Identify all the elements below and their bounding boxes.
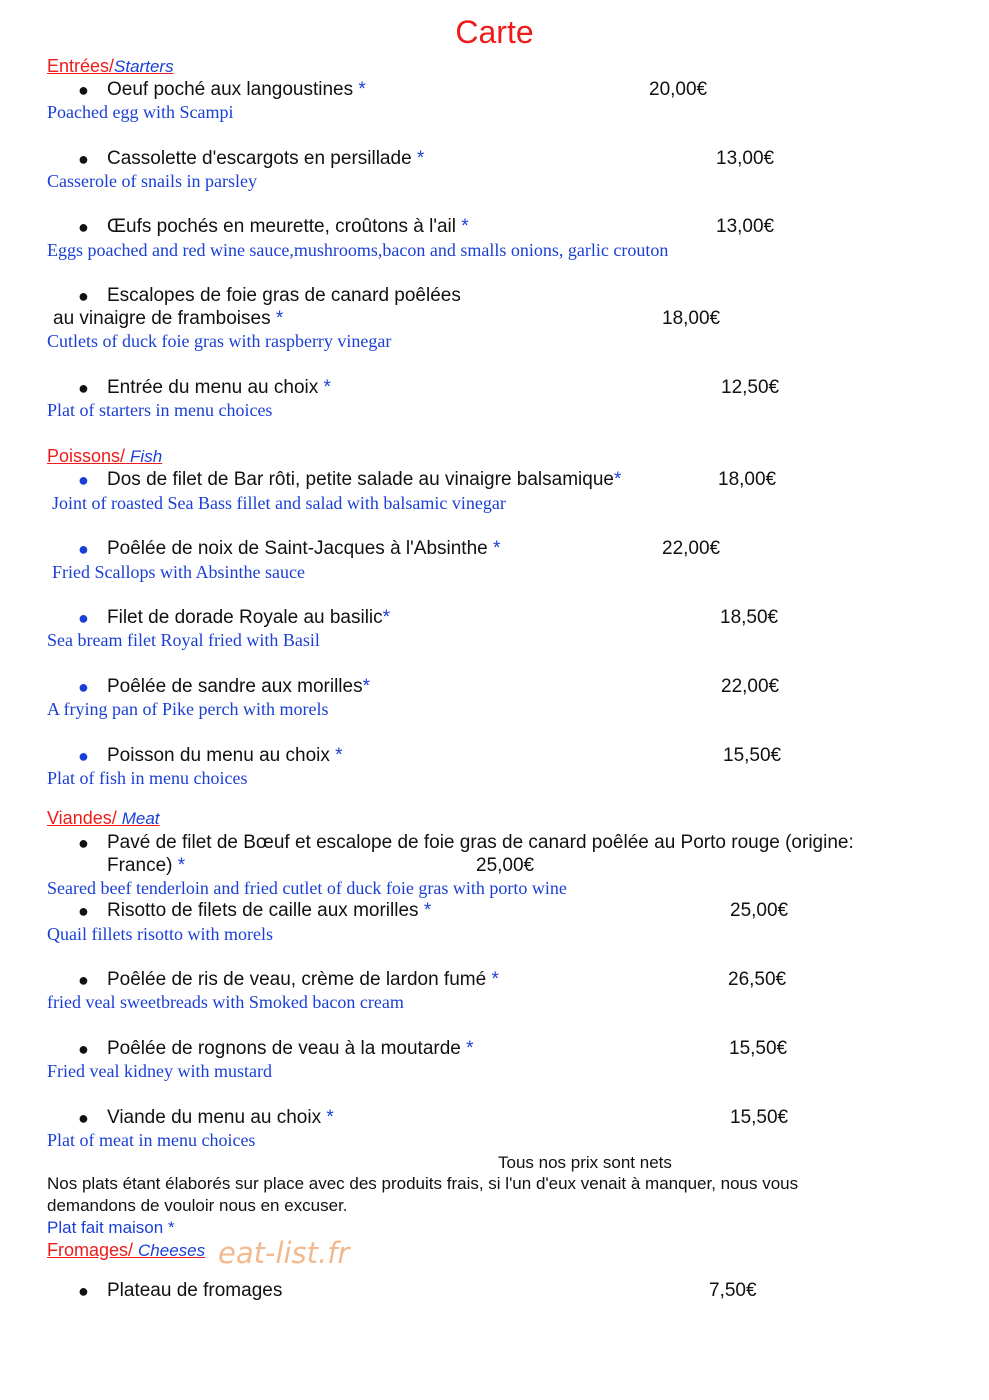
dish-en: Plat of fish in menu choices (47, 768, 248, 788)
watermark-logo: eat-list.fr (218, 1236, 350, 1270)
dish-en: fried veal sweetbreads with Smoked bacon cream (47, 992, 404, 1012)
dish-fr: Dos de filet de Bar rôti, petite salade au vinaigre balsamique* (107, 469, 622, 490)
dish-price: 18,00€ (718, 469, 777, 490)
page-title: Carte (455, 14, 534, 50)
dish-fr: Oeuf poché aux langoustines * (107, 79, 366, 100)
dish-fr: Poêlée de noix de Saint-Jacques à l'Absinthe * (107, 538, 501, 559)
dish-fr: Plateau de fromages (107, 1280, 283, 1301)
dish-en: Plat of meat in menu choices (47, 1130, 256, 1150)
section-fr-label: Viandes/ (47, 808, 122, 828)
dish-fr: Pavé de filet de Bœuf et escalope de foie gras de canard poêlée au Porto rouge (origine: (107, 832, 854, 853)
homemade-note: Plat fait maison * (47, 1218, 175, 1237)
dish-price: 15,50€ (730, 1107, 789, 1128)
bullet-icon: ● (78, 608, 89, 628)
section-fr-label: Entrées/ (47, 56, 115, 76)
section-fr-label: Fromages/ (47, 1240, 139, 1260)
dish-fr: Viande du menu au choix * (107, 1107, 334, 1128)
dish-price: 13,00€ (716, 148, 775, 169)
section-fish-heading (47, 446, 162, 467)
dish-price: 13,00€ (716, 216, 775, 237)
bullet-icon: ● (78, 1281, 89, 1301)
fresh-products-note-continued: demandons de vouloir nous en excuser. (47, 1196, 348, 1215)
section-cheeses-heading (47, 1240, 205, 1261)
bullet-icon: ● (78, 970, 89, 990)
dish-fr: Cassolette d'escargots en persillade * (107, 148, 425, 169)
section-en-label: Starters (114, 57, 174, 76)
dish-fr: Entrée du menu au choix * (107, 377, 331, 398)
dish-price: 20,00€ (649, 79, 708, 100)
dish-fr: Risotto de filets de caille aux morilles * (107, 900, 432, 921)
dish-fr: Poêlée de ris de veau, crème de lardon fumé * (107, 969, 499, 990)
dish-price: 22,00€ (721, 676, 780, 697)
dish-price: 25,00€ (730, 900, 789, 921)
dish-price: 7,50€ (709, 1280, 757, 1301)
dish-fr: Filet de dorade Royale au basilic* (107, 607, 391, 628)
section-meat-heading (47, 808, 160, 829)
dish-price: 26,50€ (728, 969, 787, 990)
section-fr-label: Poissons/ (47, 446, 131, 466)
dish-price: 25,00€ (476, 855, 535, 876)
bullet-icon: ● (78, 470, 89, 490)
dish-en: Joint of roasted Sea Bass fillet and salad with balsamic vinegar (52, 493, 506, 513)
fresh-products-note: Nos plats étant élaborés sur place avec des produits frais, si l'un d'eux venait à manquer, nous vous (47, 1174, 799, 1193)
bullet-icon: ● (78, 1108, 89, 1128)
dish-en: Sea bream filet Royal fried with Basil (47, 630, 320, 650)
dish-en: Fried Scallops with Absinthe sauce (52, 562, 305, 582)
section-en-label: Cheeses (138, 1241, 206, 1260)
dish-en: Seared beef tenderloin and fried cutlet of duck foie gras with porto wine (47, 878, 567, 898)
bullet-icon: ● (78, 901, 89, 921)
section-en-label: Fish (130, 447, 163, 466)
section-en-label: Meat (121, 809, 160, 828)
dish-price: 18,00€ (662, 308, 721, 329)
dish-price: 22,00€ (662, 538, 721, 559)
dish-fr-continued: France) * (107, 855, 186, 876)
bullet-icon: ● (78, 149, 89, 169)
dish-en: Casserole of snails in parsley (47, 171, 257, 191)
bullet-icon: ● (78, 677, 89, 697)
bullet-icon: ● (78, 80, 89, 100)
dish-en: Poached egg with Scampi (47, 102, 234, 122)
dish-fr-continued: au vinaigre de framboises * (53, 308, 284, 329)
section-starters-heading (47, 56, 174, 77)
dish-en: Plat of starters in menu choices (47, 400, 273, 420)
dish-en: Cutlets of duck foie gras with raspberry vinegar (47, 331, 392, 351)
dish-fr: Poisson du menu au choix * (107, 745, 343, 766)
dish-en: Fried veal kidney with mustard (47, 1061, 272, 1081)
prices-net-note: Tous nos prix sont nets (498, 1153, 672, 1172)
bullet-icon: ● (78, 286, 89, 306)
dish-fr: Œufs pochés en meurette, croûtons à l'ail * (107, 216, 469, 237)
bullet-icon: ● (78, 1039, 89, 1059)
dish-en: Eggs poached and red wine sauce,mushrooms,bacon and smalls onions, garlic crouton (47, 240, 669, 260)
dish-price: 18,50€ (720, 607, 779, 628)
dish-fr: Escalopes de foie gras de canard poêlées (107, 285, 461, 306)
dish-en: Quail fillets risotto with morels (47, 924, 273, 944)
dish-fr: Poêlée de rognons de veau à la moutarde * (107, 1038, 474, 1059)
dish-price: 15,50€ (723, 745, 782, 766)
bullet-icon: ● (78, 217, 89, 237)
bullet-icon: ● (78, 539, 89, 559)
dish-en: A frying pan of Pike perch with morels (47, 699, 329, 719)
dish-fr: Poêlée de sandre aux morilles* (107, 676, 370, 697)
bullet-icon: ● (78, 746, 89, 766)
dish-price: 15,50€ (729, 1038, 788, 1059)
bullet-icon: ● (78, 378, 89, 398)
bullet-icon: ● (78, 833, 89, 853)
dish-price: 12,50€ (721, 377, 780, 398)
